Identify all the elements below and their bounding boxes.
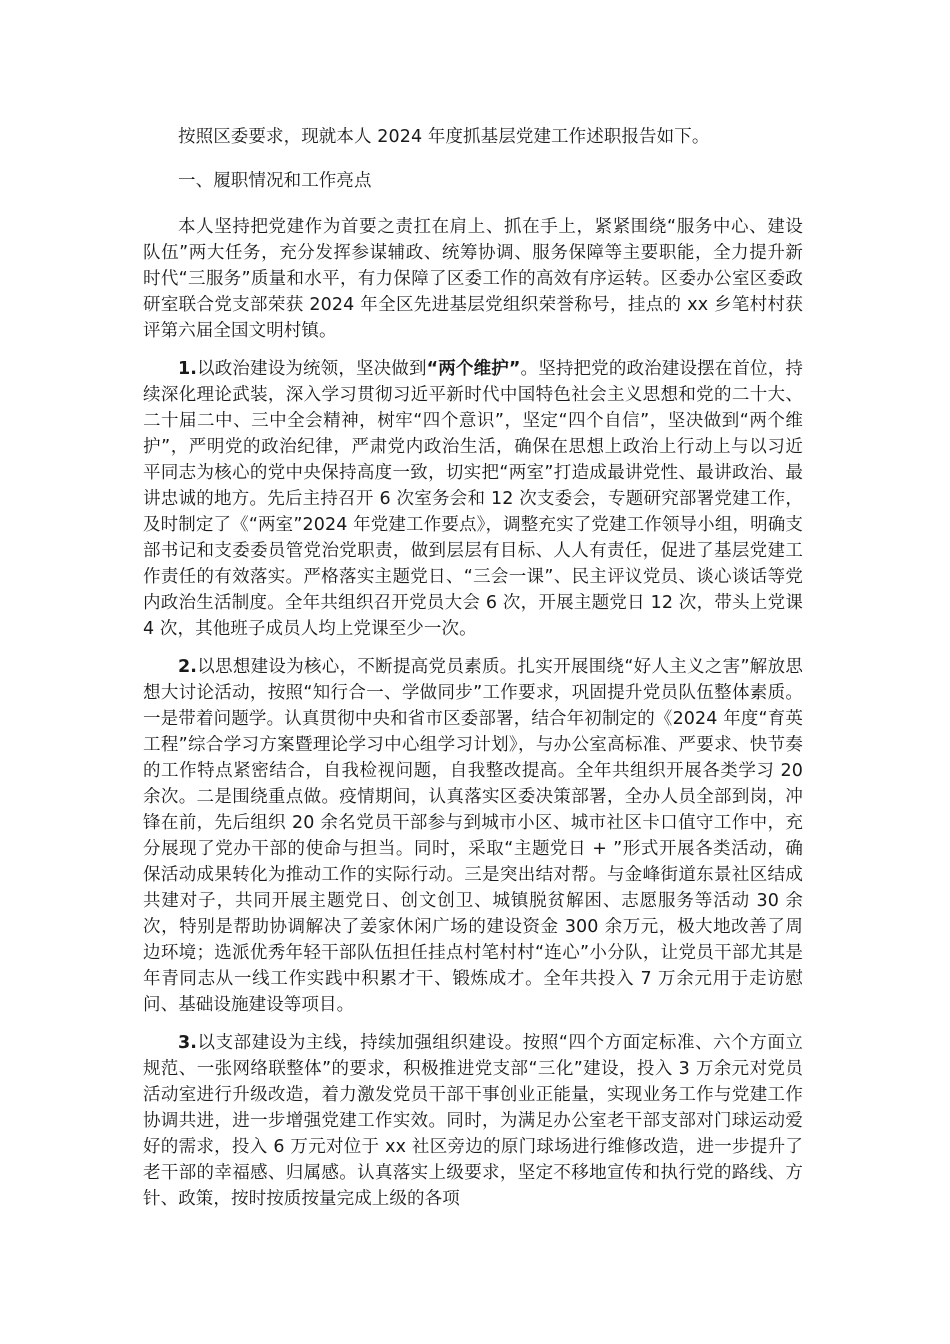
item-body: 。坚持把党的政治建设摆在首位，持续深化理论武装，深入学习贯彻习近平新时代中国特色社会主义思想和党的二十大、二十届二中、三中全会精神，树牢“四个意识”，坚定“四个自信”，坚决做到“两个维护”，严明党的政治纪律，严肃党内政治生活，确保在思想上政治上行动上与以习近平同志为核心的党中央保持高度一致，切实把“两室”打造成最讲党性、最讲政治、最讲忠诚的地方。先后主持召开 6 次室务会和 12 次支委会，专题研究部署党建工作，及时制定了《“两室”2024 年党建工作要点》，调整充实了党建工作领导小组，明确支部书记和支委委员管党治党职责，做到层层有目标、人人有责任，促进了基层党建工作责任的有效落实。严格落实主题党日、“三会一课”、民主评议党员、谈心谈话等党内政治生活制度。全年共组织召开党员大会 6 次，开展主题党日 12 次，带头上党课 4 次，其他班子成员人均上党课至少一次。 bbox=[143, 359, 803, 639]
item-paragraph-3 bbox=[143, 1030, 803, 1212]
item-lead: 以支部建设为主线，持续加强组织建设 bbox=[197, 1033, 505, 1053]
item-body: 。按照“四个方面定标准、六个方面立规范、一张网络联整体”的要求，积极推进党支部“三化”建设，投入 3 万余元对党员活动室进行升级改造，着力激发党员干部干事创业正能量，实现业务工作与党建工作协调共进，进一步增强党建工作实效。同时，为满足办公室老干部支部对门球运动爱好的需求，投入 6 万元对位于 xx 社区旁边的原门球场进行维修改造，进一步提升了老干部的幸福感、归属感。认真落实上级要求，坚定不移地宣传和执行党的路线、方针、政策，按时按质按量完成上级的各项 bbox=[143, 1033, 803, 1209]
item-number: 3. bbox=[178, 1033, 198, 1053]
item-lead-bold: “两个维护” bbox=[426, 359, 521, 379]
item-lead: 以政治建设为统领，坚决做到 bbox=[197, 359, 427, 379]
item-paragraph-2 bbox=[143, 654, 803, 1018]
intro-paragraph: 按照区委要求，现就本人 2024 年度抓基层党建工作述职报告如下。 bbox=[178, 127, 710, 147]
item-paragraph-1 bbox=[143, 356, 803, 642]
item-number: 1. bbox=[178, 359, 198, 379]
item-number: 2. bbox=[178, 657, 198, 677]
summary-paragraph: 本人坚持把党建作为首要之责扛在肩上、抓在手上，紧紧围绕“服务中心、建设队伍”两大任务，充分发挥参谋辅政、统筹协调、服务保障等主要职能，全力提升新时代“三服务”质量和水平，有力保障了区委工作的高效有序运转。区委办公室区委政研室联合党支部荣获 2024 年全区先进基层党组织荣誉称号，挂点的 xx 乡笔村村获评第六届全国文明村镇。 bbox=[143, 217, 803, 341]
document-page bbox=[143, 124, 803, 1224]
section-title: 一、履职情况和工作亮点 bbox=[178, 171, 372, 191]
item-lead: 以思想建设为核心，不断提高党员素质 bbox=[197, 657, 500, 677]
item-body: 。扎实开展围绕“好人主义之害”解放思想大讨论活动，按照“知行合一、学做同步”工作要求，巩固提升党员队伍整体素质。一是带着问题学。认真贯彻中央和省市区委部署，结合年初制定的《2024 年度“育英工程”综合学习方案暨理论学习中心组学习计划》，与办公室高标准、严要求、快节奏的工作特点紧密结合，自我检视问题，自我整改提高。全年共组织开展各类学习 20 余次。二是围绕重点做。疫情期间，认真落实区委决策部署，全办人员全部到岗，冲锋在前，先后组织 20 余名党员干部参与到城市小区、城市社区卡口值守工作中，充分展现了党办干部的使命与担当。同时，采取“主题党日 + ”形式开展各类活动，确保活动成果转化为推动工作的实际行动。三是突出结对帮。与金峰街道东景社区结成共建对子，共同开展主题党日、创文创卫、城镇脱贫解困、志愿服务等活动 30 余次，特别是帮助协调解决了姜家休闲广场的建设资金 300 余万元，极大地改善了周边环境；选派优秀年轻干部队伍担任挂点村笔村村“连心”小分队，让党员干部尤其是年青同志从一线工作实践中积累才干、锻炼成才。全年共投入 7 万余元用于走访慰问、基础设施建设等项目。 bbox=[143, 657, 803, 1015]
